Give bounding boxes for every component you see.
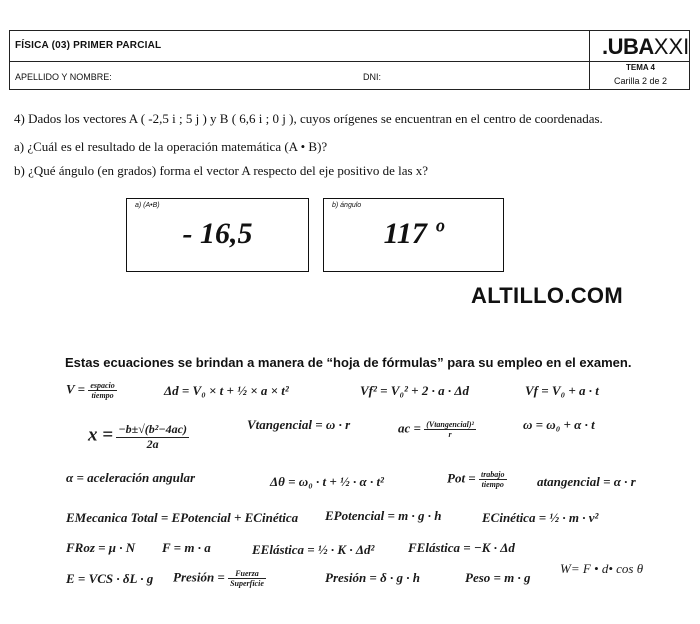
formula-centripetal-lhs: ac = (398, 420, 421, 436)
formula-mechanical-energy: EMecanica Total = EPotencial + ECinética (66, 510, 299, 525)
formula-velocity (66, 381, 117, 400)
formula-centripetal-fraction (424, 420, 476, 439)
fraction-numerator: (Vtangencial)² (426, 420, 474, 429)
formula-angular-velocity: ω = ω₀ + α · t (523, 417, 595, 432)
formula-power (447, 470, 507, 489)
fraction-numerator: −b±√(b²−4ac) (118, 422, 187, 436)
formula-tangential-acceleration: atangencial = α · r (537, 474, 636, 489)
formula-pressure-fraction (228, 569, 266, 588)
formula-angular-acceleration: α = aceleración angular (66, 470, 196, 485)
fraction-numerator: espacio (90, 381, 115, 390)
formula-displacement: Δd = V₀ × t + ½ × a × t² (164, 383, 289, 398)
carilla-label: Carilla 2 de 2 (613, 76, 668, 86)
formula-quadratic-fraction (116, 423, 189, 452)
answer-box-b (323, 198, 504, 272)
formula-power-fraction (479, 470, 507, 489)
formula-elastic-energy: EElástica = ½ · K · Δd² (252, 542, 375, 557)
formula-velocity-lhs: V = (66, 381, 86, 397)
fraction-denominator: 2a (146, 436, 159, 451)
formula-potential-energy: EPotencial = m · g · h (325, 508, 442, 523)
uba-logo (602, 34, 689, 60)
formula-elastic-force: FElástica = −K · Δd (408, 540, 515, 555)
formula-pressure-lhs: Presión = (173, 569, 225, 585)
fraction-denominator: Superficie (230, 579, 264, 589)
formula-final-velocity-squared: Vf² = V₀² + 2 · a · Δd (360, 383, 469, 398)
formula-pressure (173, 569, 266, 588)
header-divider (10, 61, 689, 62)
formula-power-lhs: Pot = (447, 470, 476, 486)
formula-final-velocity: Vf = V₀ + a · t (525, 383, 599, 398)
answer-b-value: 117 º (383, 217, 444, 250)
fraction-denominator: tiempo (481, 480, 504, 490)
answer-b-label: b) ángulo (332, 202, 362, 209)
formula-centripetal-acceleration (398, 420, 476, 439)
formula-sheet-title: Estas ecuaciones se brindan a manera de “hoja de fórmulas” para su empleo en el examen. (65, 355, 632, 370)
header-vertical-divider (589, 31, 590, 89)
uba-logo-xxi: XXI (653, 34, 690, 59)
altillo-watermark: ALTILLO.COM (471, 283, 623, 308)
fraction-denominator: r (448, 430, 452, 440)
exam-header (9, 30, 690, 90)
exam-subject: FÍSICA (03) PRIMER PARCIAL (15, 40, 162, 51)
answer-a-label: a) (A•B) (135, 202, 160, 209)
formula-newton: F = m · a (162, 540, 211, 555)
fraction-numerator: Fuerza (228, 569, 266, 579)
formula-kinetic-energy: ECinética = ½ · m · v² (482, 510, 599, 525)
name-field-label: APELLIDO Y NOMBRE: (15, 72, 112, 82)
formula-friction: FRoz = μ · N (66, 540, 136, 555)
formula-velocity-fraction (88, 381, 116, 400)
formula-tangential-velocity: Vtangencial = ω · r (247, 417, 351, 432)
answer-a-value: - 16,5 (182, 217, 253, 250)
dni-field-label: DNI: (363, 72, 381, 82)
formula-hydrostatic-pressure: Presión = δ · g · h (325, 570, 420, 585)
fraction-denominator: tiempo (91, 391, 114, 401)
tema-label: TEMA 4 (625, 63, 656, 72)
formula-buoyancy: E = VCS · δL · g (66, 571, 154, 586)
answer-box-a (126, 198, 309, 272)
question-part-b: b) ¿Qué ángulo (en grados) forma el vector A respecto del eje positivo de las x? (14, 163, 429, 178)
formula-weight: Peso = m · g (465, 570, 531, 585)
formula-work: W= F • d• cos θ (560, 561, 644, 576)
formula-quadratic-lhs: x = (88, 424, 114, 446)
question-part-a: a) ¿Cuál es el resultado de la operación matemática (A • B)? (14, 139, 328, 154)
fraction-numerator: trabajo (480, 470, 505, 479)
formula-angular-displacement: Δθ = ω₀ · t + ½ · α · t² (270, 474, 384, 489)
formula-quadratic (88, 423, 189, 452)
uba-logo-text: .UBA (602, 34, 654, 59)
question-intro: 4) Dados los vectores A ( -2,5 i ; 5 j ) y B ( 6,6 i ; 0 j ), cuyos orígenes se encuentran en el centro de coordenadas. (14, 111, 603, 126)
